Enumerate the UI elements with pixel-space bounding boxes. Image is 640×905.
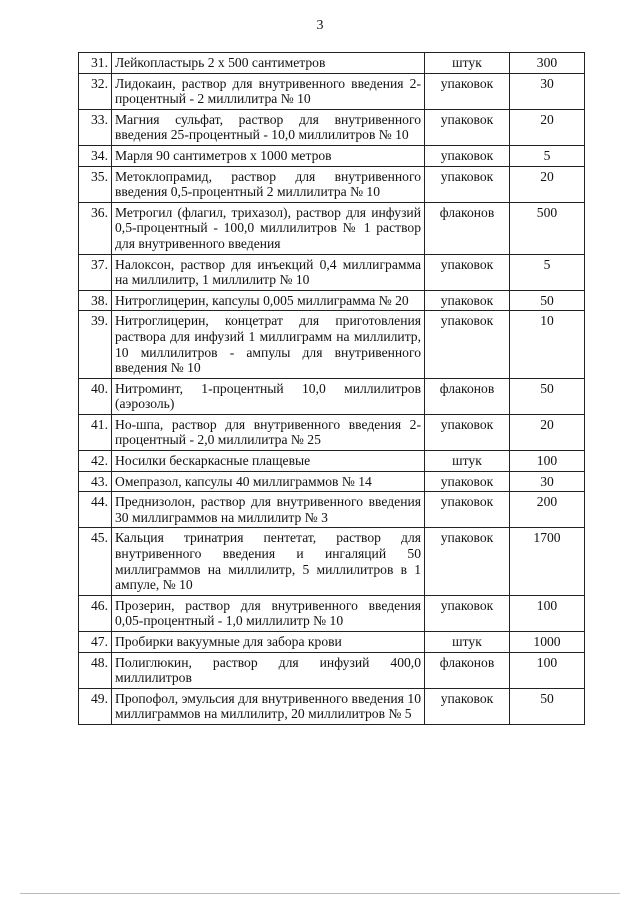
item-quantity-cell: 300 xyxy=(510,53,585,74)
item-number-cell: 45. xyxy=(79,528,112,595)
item-unit-cell: упаковок xyxy=(425,492,510,528)
items-table xyxy=(78,52,585,725)
item-name-cell: Пробирки вакуумные для забора крови xyxy=(112,632,425,653)
table-row xyxy=(79,492,585,528)
item-name-cell: Лидокаин, раствор для внутривенного введения 2-процентный - 2 миллилитра № 10 xyxy=(112,73,425,109)
item-unit-cell: упаковок xyxy=(425,145,510,166)
item-name-cell: Преднизолон, раствор для внутривенного введения 30 миллиграммов на миллилитр № 3 xyxy=(112,492,425,528)
item-number-cell: 43. xyxy=(79,471,112,492)
table-row xyxy=(79,145,585,166)
item-quantity-cell: 200 xyxy=(510,492,585,528)
item-unit-cell: штук xyxy=(425,451,510,472)
item-quantity-cell: 50 xyxy=(510,290,585,311)
item-quantity-cell: 30 xyxy=(510,73,585,109)
item-unit-cell: флаконов xyxy=(425,202,510,254)
item-number-cell: 48. xyxy=(79,652,112,688)
item-number-cell: 42. xyxy=(79,451,112,472)
table-row xyxy=(79,166,585,202)
table-row xyxy=(79,652,585,688)
table-row xyxy=(79,73,585,109)
item-number-cell: 37. xyxy=(79,254,112,290)
item-quantity-cell: 100 xyxy=(510,652,585,688)
table-row xyxy=(79,53,585,74)
item-quantity-cell: 20 xyxy=(510,414,585,450)
item-quantity-cell: 10 xyxy=(510,311,585,378)
item-name-cell: Налоксон, раствор для инъекций 0,4 миллиграмма на миллилитр, 1 миллилитр № 10 xyxy=(112,254,425,290)
item-unit-cell: упаковок xyxy=(425,73,510,109)
table-row xyxy=(79,451,585,472)
item-unit-cell: флаконов xyxy=(425,378,510,414)
item-unit-cell: упаковок xyxy=(425,688,510,724)
item-name-cell: Марля 90 сантиметров x 1000 метров xyxy=(112,145,425,166)
item-unit-cell: упаковок xyxy=(425,471,510,492)
item-name-cell: Полиглюкин, раствор для инфузий 400,0 миллилитров xyxy=(112,652,425,688)
item-number-cell: 32. xyxy=(79,73,112,109)
item-quantity-cell: 30 xyxy=(510,471,585,492)
item-number-cell: 33. xyxy=(79,109,112,145)
item-name-cell: Метрогил (флагил, трихазол), раствор для инфузий 0,5-процентный - 100,0 миллилитров № 1 раствор для внутривенного введения xyxy=(112,202,425,254)
item-name-cell: Магния сульфат, раствор для внутривенного введения 25-процентный - 10,0 миллилитров № 10 xyxy=(112,109,425,145)
page-number: 3 xyxy=(316,18,324,33)
item-unit-cell: флаконов xyxy=(425,652,510,688)
item-quantity-cell: 50 xyxy=(510,688,585,724)
item-quantity-cell: 20 xyxy=(510,109,585,145)
item-unit-cell: упаковок xyxy=(425,254,510,290)
item-unit-cell: штук xyxy=(425,632,510,653)
table-row xyxy=(79,311,585,378)
item-number-cell: 49. xyxy=(79,688,112,724)
item-number-cell: 40. xyxy=(79,378,112,414)
page-bottom-divider xyxy=(20,893,620,894)
item-number-cell: 44. xyxy=(79,492,112,528)
item-unit-cell: упаковок xyxy=(425,595,510,631)
item-number-cell: 36. xyxy=(79,202,112,254)
item-name-cell: Нитроминт, 1-процентный 10,0 миллилитров (аэрозоль) xyxy=(112,378,425,414)
item-name-cell: Нитроглицерин, концетрат для приготовления раствора для инфузий 1 миллиграмм на миллилитр, 10 миллилитров - ампулы для внутривенного введения № 10 xyxy=(112,311,425,378)
item-number-cell: 34. xyxy=(79,145,112,166)
item-quantity-cell: 500 xyxy=(510,202,585,254)
item-quantity-cell: 5 xyxy=(510,254,585,290)
table-row xyxy=(79,632,585,653)
item-name-cell: Лейкопластырь 2 x 500 сантиметров xyxy=(112,53,425,74)
item-unit-cell: упаковок xyxy=(425,528,510,595)
item-name-cell: Но-шпа, раствор для внутривенного введения 2-процентный - 2,0 миллилитра № 25 xyxy=(112,414,425,450)
table-row xyxy=(79,688,585,724)
item-unit-cell: штук xyxy=(425,53,510,74)
item-unit-cell: упаковок xyxy=(425,311,510,378)
item-name-cell: Носилки бескаркасные плащевые xyxy=(112,451,425,472)
item-number-cell: 31. xyxy=(79,53,112,74)
item-unit-cell: упаковок xyxy=(425,109,510,145)
table-row xyxy=(79,254,585,290)
item-number-cell: 38. xyxy=(79,290,112,311)
item-name-cell: Нитроглицерин, капсулы 0,005 миллиграмма № 20 xyxy=(112,290,425,311)
item-number-cell: 46. xyxy=(79,595,112,631)
items-table-body xyxy=(79,53,585,725)
item-unit-cell: упаковок xyxy=(425,290,510,311)
table-row xyxy=(79,528,585,595)
item-unit-cell: упаковок xyxy=(425,166,510,202)
item-quantity-cell: 1000 xyxy=(510,632,585,653)
item-number-cell: 35. xyxy=(79,166,112,202)
item-quantity-cell: 100 xyxy=(510,595,585,631)
table-row xyxy=(79,471,585,492)
table-row xyxy=(79,378,585,414)
item-unit-cell: упаковок xyxy=(425,414,510,450)
table-row xyxy=(79,202,585,254)
item-name-cell: Кальция тринатрия пентетат, раствор для внутривенного введения и ингаляций 50 миллиграммов на миллилитр, 5 миллилитров в 1 ампуле, № 10 xyxy=(112,528,425,595)
item-quantity-cell: 50 xyxy=(510,378,585,414)
table-row xyxy=(79,595,585,631)
item-name-cell: Прозерин, раствор для внутривенного введения 0,05-процентный - 1,0 миллилитр № 10 xyxy=(112,595,425,631)
item-number-cell: 47. xyxy=(79,632,112,653)
item-quantity-cell: 1700 xyxy=(510,528,585,595)
table-row xyxy=(79,109,585,145)
item-quantity-cell: 5 xyxy=(510,145,585,166)
table-row xyxy=(79,414,585,450)
item-number-cell: 41. xyxy=(79,414,112,450)
item-quantity-cell: 100 xyxy=(510,451,585,472)
item-name-cell: Омепразол, капсулы 40 миллиграммов № 14 xyxy=(112,471,425,492)
table-row xyxy=(79,290,585,311)
item-name-cell: Метоклопрамид, раствор для внутривенного введения 0,5-процентный 2 миллилитра № 10 xyxy=(112,166,425,202)
item-number-cell: 39. xyxy=(79,311,112,378)
item-quantity-cell: 20 xyxy=(510,166,585,202)
item-name-cell: Пропофол, эмульсия для внутривенного введения 10 миллиграммов на миллилитр, 20 миллилитров № 5 xyxy=(112,688,425,724)
